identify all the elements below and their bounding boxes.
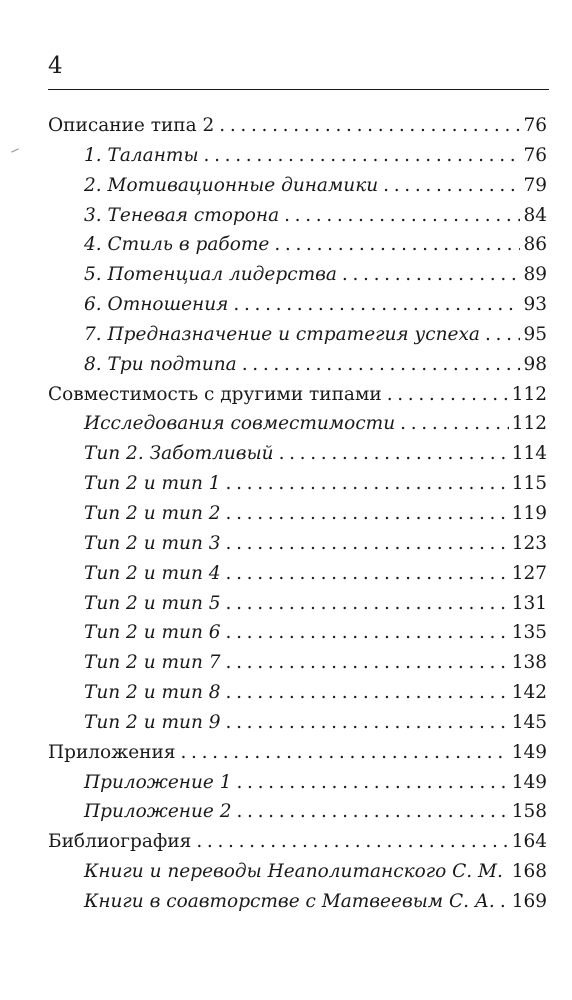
- toc-dot-leader: [387, 380, 509, 410]
- toc-entry-label: Описание типа 2: [48, 115, 215, 136]
- toc-dot-leader: [237, 768, 509, 798]
- toc-subsection-entry: [48, 469, 547, 499]
- toc-entry-page-number: 149: [511, 771, 547, 793]
- toc-entry-label: Тип 2 и тип 9: [84, 711, 221, 733]
- toc-dot-leader: [226, 648, 509, 678]
- toc-entry-page-number: 112: [511, 383, 547, 405]
- toc-entry-label: Приложения: [48, 741, 176, 763]
- toc-dot-leader: [284, 201, 520, 231]
- toc-entry-label: 1. Таланты: [84, 144, 199, 166]
- toc-subsection-entry: [48, 708, 547, 738]
- toc-subsection-entry: [48, 797, 547, 827]
- toc-entry-label: 4. Стиль в работе: [84, 234, 270, 256]
- page-number: 4: [48, 53, 63, 79]
- toc-subsection-entry: [48, 529, 547, 559]
- toc-entry-page-number: 115: [511, 473, 547, 495]
- toc-dot-leader: [342, 260, 521, 290]
- toc-dot-leader: [226, 529, 509, 559]
- toc-entry-page-number: 76: [523, 144, 547, 166]
- toc-dot-leader: [226, 589, 509, 619]
- toc-entry-label: Книги в соавторстве с Матвеевым С. А.: [84, 890, 495, 912]
- toc-entry-label: Исследования совместимости: [84, 413, 396, 435]
- toc-section-entry: [48, 380, 547, 410]
- toc-entry-label: 6. Отношения: [84, 294, 229, 316]
- toc-entry-label: Книги и переводы Неаполитанского С. М.: [84, 861, 503, 883]
- toc-subsection-entry: [48, 290, 547, 320]
- toc-subsection-entry: [48, 857, 547, 887]
- toc-entry-page-number: 84: [523, 204, 547, 226]
- toc-entry-label: Тип 2 и тип 3: [84, 532, 221, 554]
- toc-dot-leader: [226, 469, 509, 499]
- toc-entry-page-number: 98: [523, 353, 547, 375]
- toc-entry-page-number: 158: [511, 801, 547, 823]
- toc-dot-leader: [485, 320, 520, 350]
- toc-dot-leader: [242, 350, 521, 380]
- toc-entry-label: Тип 2 и тип 4: [84, 562, 221, 584]
- toc-section-entry: [48, 827, 547, 857]
- toc-entry-page-number: 131: [511, 592, 547, 614]
- toc-subsection-entry: [48, 559, 547, 589]
- toc-entry-label: Библиография: [48, 831, 192, 853]
- table-of-contents: [48, 111, 547, 917]
- toc-subsection-entry: [48, 589, 547, 619]
- toc-subsection-entry: [48, 230, 547, 260]
- header-rule: [48, 89, 549, 90]
- toc-entry-page-number: 89: [523, 264, 547, 286]
- toc-dot-leader: [181, 738, 509, 768]
- toc-entry-page-number: 142: [511, 682, 547, 704]
- toc-dot-leader: [196, 827, 508, 857]
- toc-entry-page-number: 127: [511, 562, 547, 584]
- toc-entry-page-number: 145: [511, 711, 547, 733]
- toc-entry-page-number: 76: [523, 115, 547, 136]
- toc-entry-label: Приложение 2: [84, 801, 232, 823]
- toc-entry-page-number: 93: [523, 294, 547, 316]
- toc-entry-page-number: 168: [511, 861, 547, 883]
- toc-entry-label: 5. Потенциал лидерства: [84, 264, 337, 286]
- toc-subsection-entry: [48, 320, 547, 350]
- toc-dot-leader: [204, 141, 521, 171]
- toc-subsection-entry: [48, 618, 547, 648]
- toc-entry-label: Тип 2 и тип 6: [84, 622, 221, 644]
- toc-subsection-entry: [48, 260, 547, 290]
- toc-subsection-entry: [48, 439, 547, 469]
- toc-subsection-entry: [48, 768, 547, 798]
- margin-mark: [11, 148, 19, 152]
- toc-section-entry: [48, 111, 547, 141]
- toc-entry-label: Тип 2 и тип 8: [84, 682, 221, 704]
- toc-entry-page-number: 112: [511, 413, 547, 435]
- toc-entry-label: Приложение 1: [84, 771, 232, 793]
- toc-dot-leader: [226, 708, 509, 738]
- toc-entry-label: 3. Теневая сторона: [84, 204, 280, 226]
- toc-entry-page-number: 149: [511, 741, 547, 763]
- toc-subsection-entry: [48, 409, 547, 439]
- toc-subsection-entry: [48, 350, 547, 380]
- toc-entry-page-number: 79: [523, 174, 547, 196]
- toc-entry-label: 8. Три подтипа: [84, 353, 237, 375]
- toc-dot-leader: [279, 439, 509, 469]
- toc-entry-page-number: 135: [511, 622, 547, 644]
- toc-subsection-entry: [48, 678, 547, 708]
- toc-entry-page-number: 169: [511, 890, 547, 912]
- toc-dot-leader: [237, 797, 509, 827]
- toc-subsection-entry: [48, 171, 547, 201]
- toc-subsection-entry: [48, 648, 547, 678]
- toc-entry-label: Совместимость с другими типами: [48, 383, 382, 405]
- toc-entry-page-number: 164: [511, 831, 547, 853]
- toc-subsection-entry: [48, 141, 547, 171]
- toc-dot-leader: [383, 171, 520, 201]
- toc-dot-leader: [226, 499, 509, 529]
- toc-dot-leader: [226, 618, 509, 648]
- toc-section-entry: [48, 738, 547, 768]
- toc-entry-label: Тип 2 и тип 1: [84, 473, 221, 495]
- toc-entry-page-number: 123: [511, 532, 547, 554]
- toc-dot-leader: [226, 678, 509, 708]
- toc-entry-label: Тип 2 и тип 2: [84, 502, 221, 524]
- toc-entry-label: Тип 2 и тип 5: [84, 592, 221, 614]
- toc-subsection-entry: [48, 499, 547, 529]
- toc-entry-label: Тип 2. Заботливый: [84, 443, 274, 465]
- toc-entry-label: 7. Предназначение и стратегия успеха: [84, 323, 480, 345]
- toc-dot-leader: [226, 559, 509, 589]
- toc-entry-page-number: 138: [511, 652, 547, 674]
- toc-dot-leader: [219, 111, 520, 141]
- toc-entry-page-number: 95: [523, 323, 547, 345]
- toc-dot-leader: [233, 290, 520, 320]
- toc-entry-label: Тип 2 и тип 7: [84, 652, 221, 674]
- toc-entry-page-number: 119: [511, 502, 547, 524]
- toc-dot-leader: [400, 409, 509, 439]
- toc-subsection-entry: [48, 201, 547, 231]
- toc-entry-page-number: 114: [511, 443, 547, 465]
- toc-entry-page-number: 86: [523, 234, 547, 256]
- toc-dot-leader: [274, 230, 520, 260]
- toc-subsection-entry: [48, 887, 547, 917]
- toc-entry-label: 2. Мотивационные динамики: [84, 174, 379, 196]
- toc-dot-leader: [508, 857, 509, 887]
- toc-dot-leader: [500, 887, 509, 917]
